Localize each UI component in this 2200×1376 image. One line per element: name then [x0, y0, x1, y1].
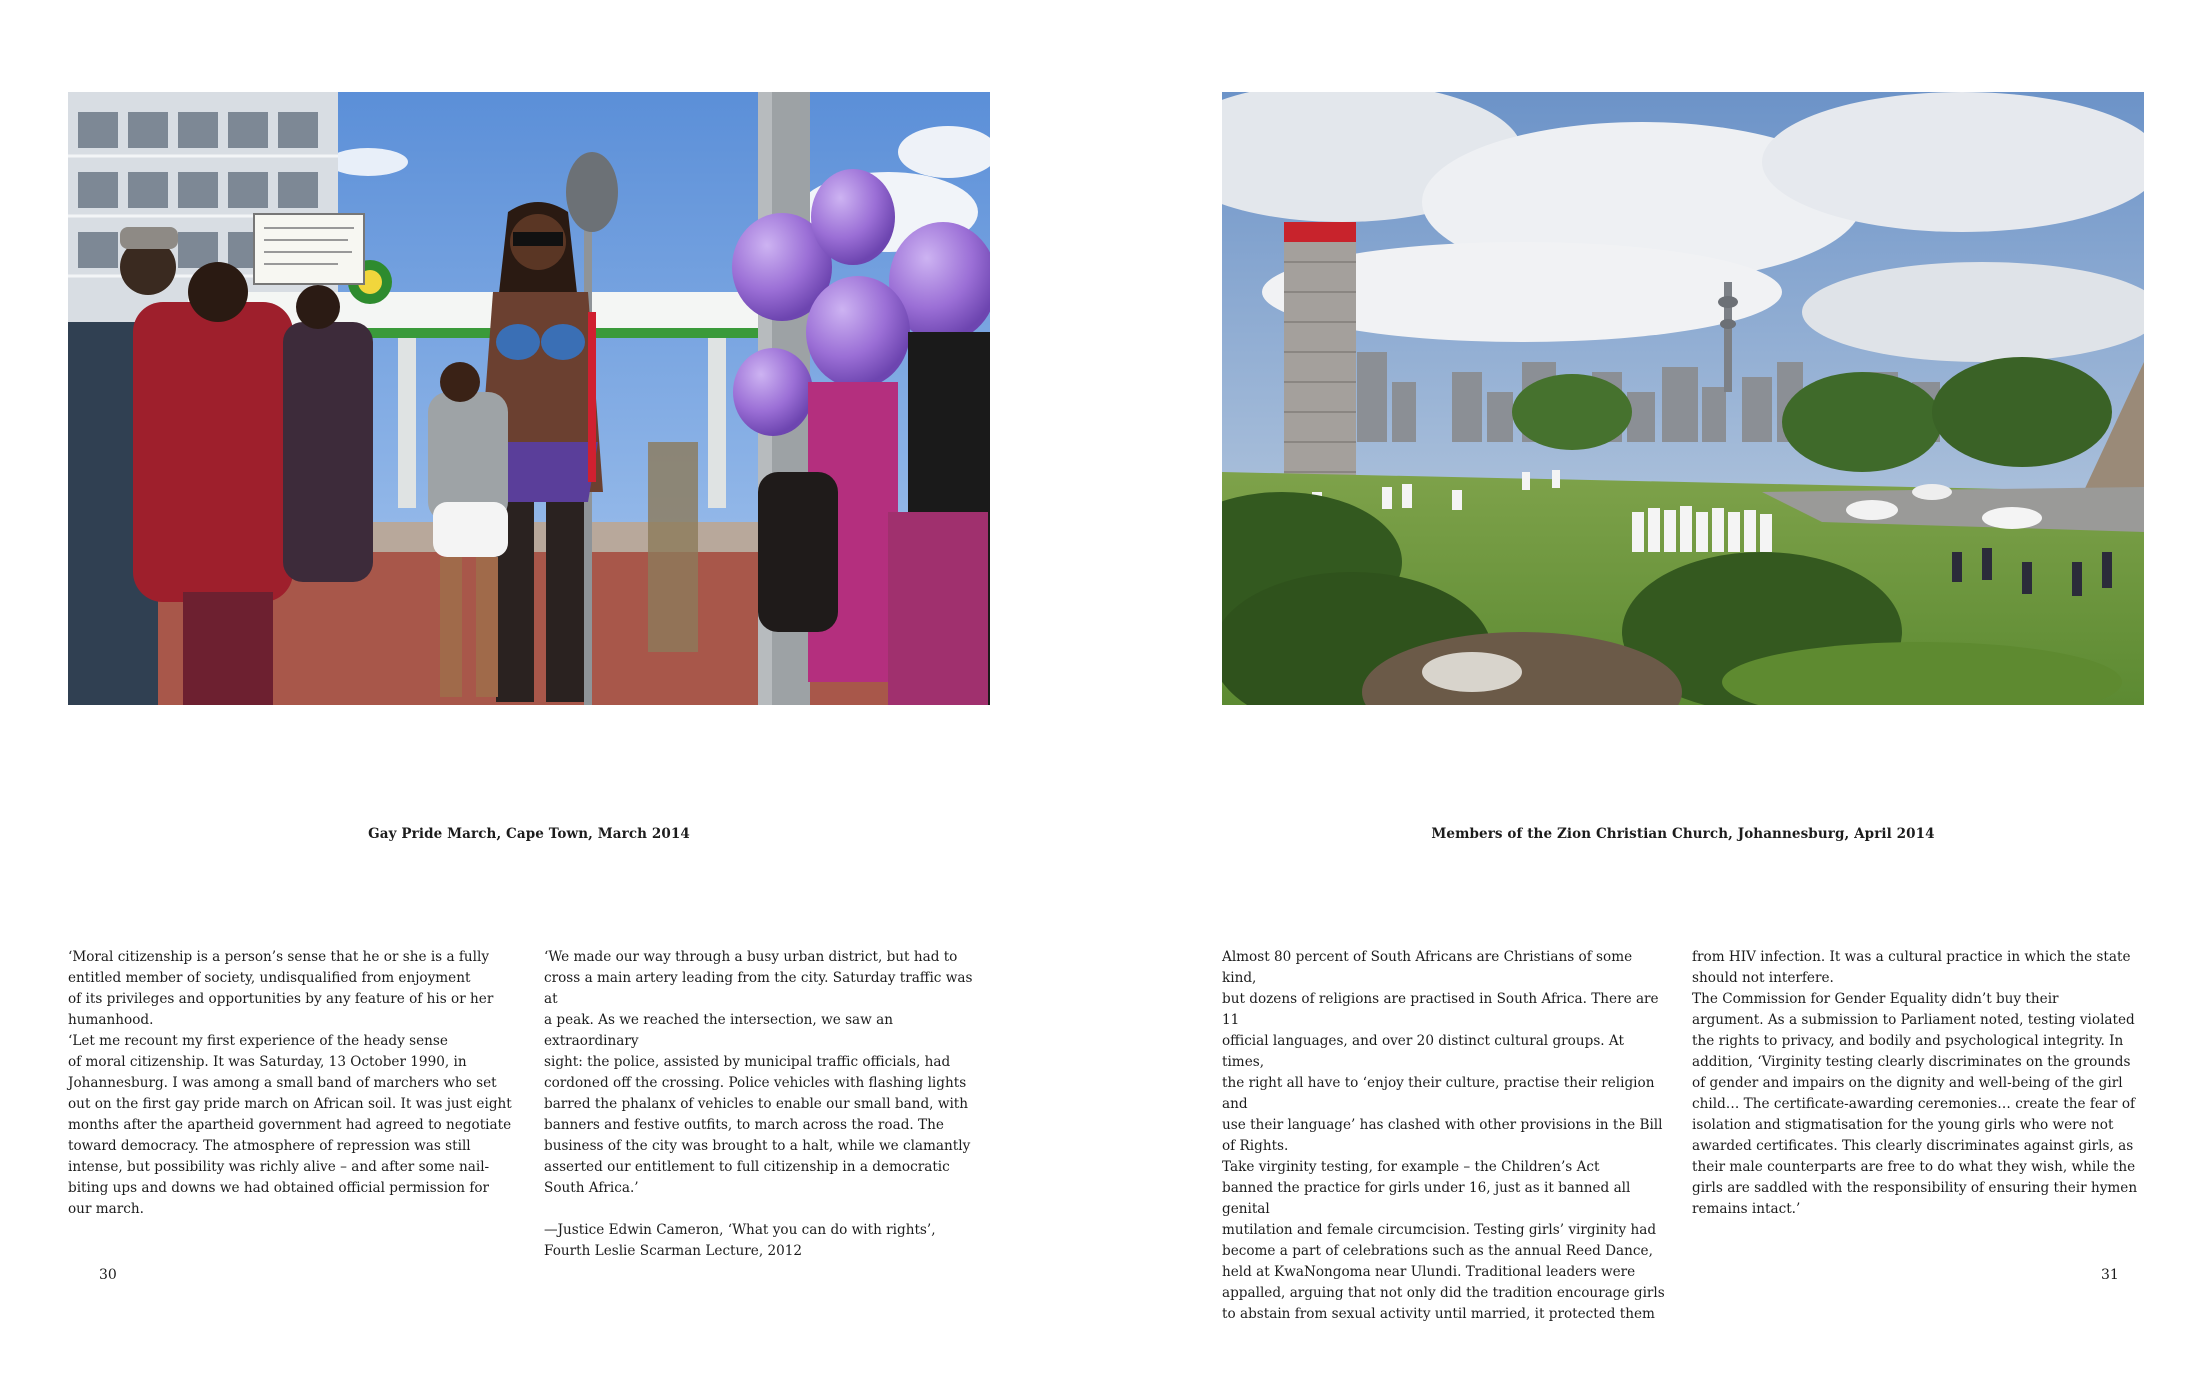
body-text-column-2: ‘We made our way through a busy urban district, but had to cross a main artery leading from the city. Saturday traffic was at a peak. As we reached the intersection, we saw an extraordinary sight: the police, assisted by municipal traffic officials, had cordoned off the crossing. Police vehicles with flashing lights barred the phalanx of vehicles to enable our small band, with banners and festive outfits, to march across the road. The business of the city was brought to a halt, while we clamantly asserted our entitlement to full citizenship in a democratic South Africa.’ —Justice Edwin Cameron, ‘What you can do with rights’, Fourth Leslie Scarman Lecture, 2012 — [544, 949, 973, 1259]
body-text-column-2: from HIV infection. It was a cultural practice in which the state should not interfere. The Commission for Gender Equality didn’t buy their argument. As a submission to Parliament noted, testing violated the rights to privacy, and bodily and psychological integrity. In addition, ‘Virginity testing clearly discriminates on the grounds of gender and impairs on the dignity and well-being of the girl child… The certificate-awarding ceremonies… create the fear of isolation and stigmatisation for the young girls who were not awarded certificates. This clearly discriminates against girls, as their male counterparts are free to do what they wish, while the girls are saddled with the responsibility of ensuring their hymen remains intact.’ — [1692, 949, 2138, 1217]
photo-caption: Gay Pride March, Cape Town, March 2014 — [368, 826, 690, 842]
page-number: 31 — [2101, 1267, 2119, 1283]
street-scene-illustration — [68, 92, 990, 705]
photo-gay-pride-march — [68, 92, 990, 705]
photo-caption: Members of the Zion Christian Church, Johannesburg, April 2014 — [1431, 826, 1935, 842]
photo-zion-christian-church — [1222, 92, 2144, 705]
right-page — [1100, 0, 2200, 1376]
city-field-illustration — [1222, 92, 2144, 705]
body-text-column-1: ‘Moral citizenship is a person’s sense that he or she is a fully entitled member of society, undisqualified from enjoyment of its privileges and opportunities by any feature of his or her humanhood. ‘Let me recount my first experience of the heady sense of moral citizenship. It was Saturday, 13 October 1990, in Johannesburg. I was among a small band of marchers who set out on the first gay pride march on African soil. It was just eight months after the apartheid government had agreed to negotiate toward democracy. The atmosphere of repression was still intense, but possibility was richly alive – and after some nail- biting ups and downs we had obtained official permission for our march. — [68, 949, 512, 1217]
body-text-column-1: Almost 80 percent of South Africans are Christians of some kind, but dozens of religions are practised in South Africa. There are 11 official languages, and over 20 distinct cultural groups. At times, the right all have to ‘enjoy their culture, practise their religion and use their language’ has clashed with other provisions in the Bill of Rights. Take virginity testing, for example – the Children’s Act banned the practice for girls under 16, just as it banned all genital mutilation and female circumcision. Testing girls’ virginity had become a part of celebrations such as the annual Reed Dance, held at KwaNongoma near Ulundi. Traditional leaders were appalled, arguing that not only did the tradition encourage girls to abstain from sexual activity until married, it protected them — [1222, 949, 1665, 1322]
page-number: 30 — [99, 1267, 117, 1283]
